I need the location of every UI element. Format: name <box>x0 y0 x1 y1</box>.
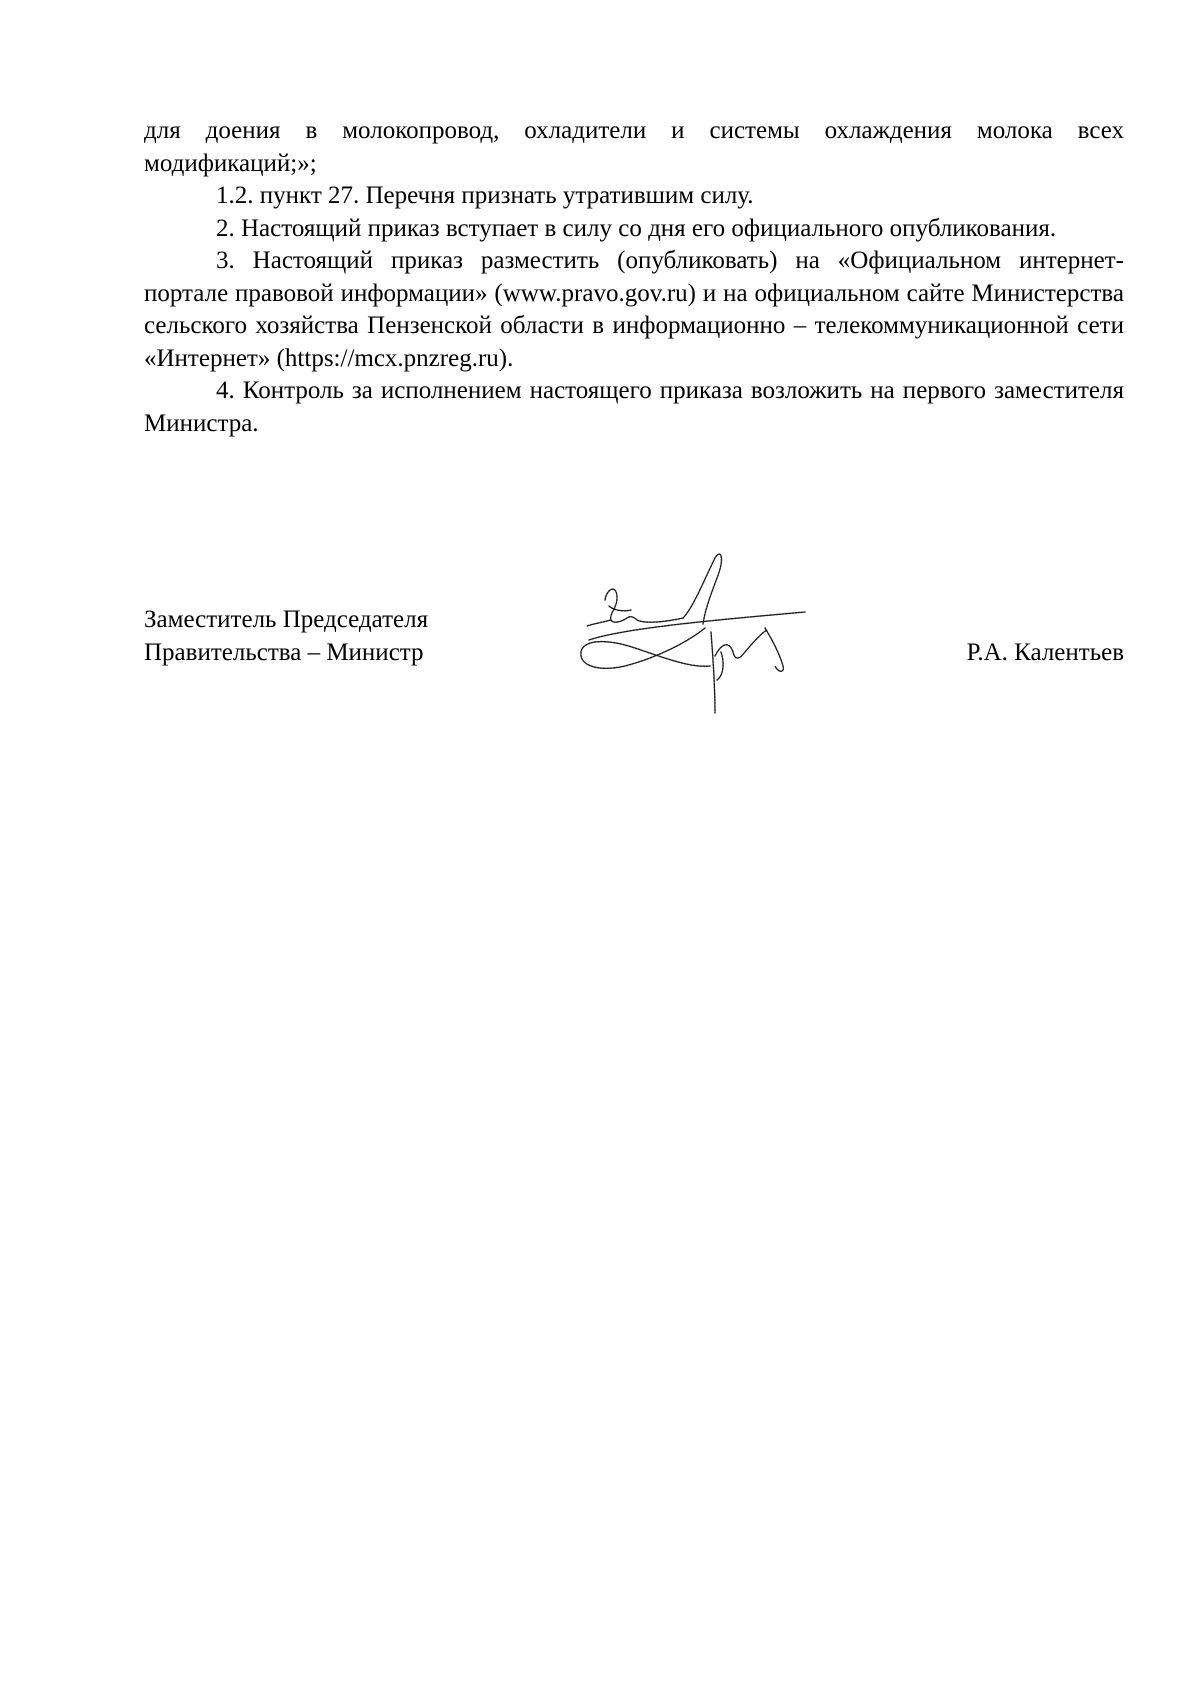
paragraph-2: 2. Настоящий приказ вступает в силу со дня его официального опубликования. <box>216 214 1057 242</box>
signer-name: Р.А. Калентьев <box>966 638 1124 666</box>
paragraph-1-2: 1.2. пункт 27. Перечня признать утратившим силу. <box>216 182 754 209</box>
signer-position-line-1: Заместитель Председателя <box>144 606 429 633</box>
paragraph-continuation: для доения в молокопровод, охладители и системы охлаждения молока всех модификаций;»; <box>144 117 1124 177</box>
paragraph-4: 4. Контроль за исполнением настоящего приказа возложить на первого заместителя Министра. <box>144 377 1124 437</box>
signer-position-line-2: Правительства – Министр <box>144 638 424 666</box>
handwritten-signature-icon <box>565 548 830 718</box>
paragraph-3: 3. Настоящий приказ разместить (опубликовать) на «Официальном интернет-портале правовой информации» (www.pravo.gov.ru) и на официальном сайте Министерства сельского хозяйства Пензенской области в информационно – телекоммуникационной сети «Интернет» (https://mcx.pnzreg.ru). <box>144 247 1124 372</box>
signer-position <box>144 604 428 669</box>
document-body <box>144 115 1124 440</box>
